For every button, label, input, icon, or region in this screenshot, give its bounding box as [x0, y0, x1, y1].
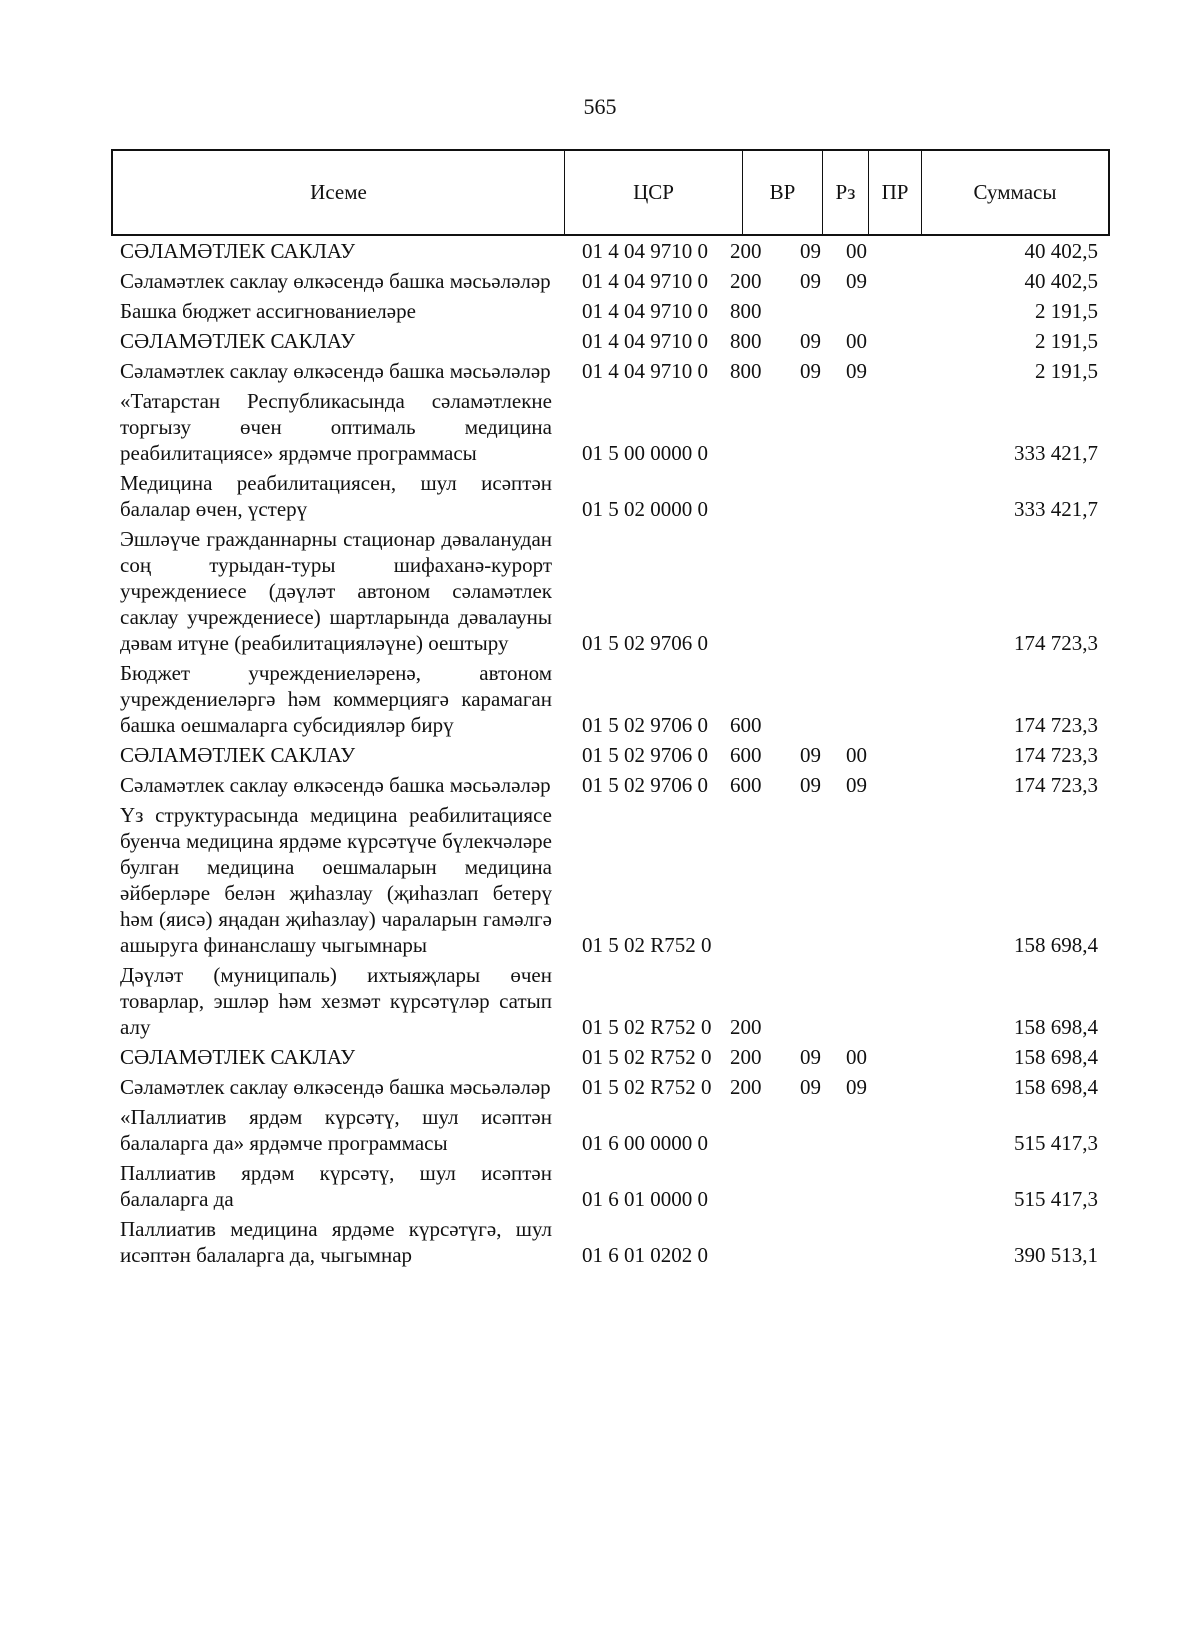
table-row [120, 266, 1100, 296]
row-vr: 800 [730, 329, 762, 353]
table-row [120, 1102, 1100, 1158]
row-csr: 01 4 04 9710 0 [582, 299, 708, 323]
row-sum: 333 421,7 [1014, 441, 1098, 465]
row-sum: 40 402,5 [1024, 239, 1098, 263]
row-rz: 09 [800, 773, 821, 797]
row-vr: 200 [730, 1045, 762, 1069]
row-pr: 09 [846, 269, 867, 293]
row-pr: 00 [846, 743, 867, 767]
table-row [120, 468, 1100, 524]
row-csr: 01 5 02 9706 0 [582, 743, 708, 767]
row-name: Бюджет учреждениеләренә, автоном учреждениеләргә һәм коммерциягә карамаган башка оешмаларга субсидияләр бирү [120, 661, 552, 737]
table-row [120, 770, 1100, 800]
row-name: СӘЛАМӘТЛЕК САКЛАУ [120, 329, 356, 353]
row-csr: 01 6 01 0202 0 [582, 1243, 708, 1267]
row-sum: 515 417,3 [1014, 1131, 1098, 1155]
row-csr: 01 5 02 R752 0 [582, 933, 712, 957]
row-sum: 158 698,4 [1014, 933, 1098, 957]
table-row [120, 1158, 1100, 1214]
row-csr: 01 6 01 0000 0 [582, 1187, 708, 1211]
table-row [120, 236, 1100, 266]
row-name: СӘЛАМӘТЛЕК САКЛАУ [120, 1045, 356, 1069]
row-name: Башка бюджет ассигнованиеләре [120, 299, 416, 323]
row-name: СӘЛАМӘТЛЕК САКЛАУ [120, 743, 356, 767]
row-csr: 01 5 02 R752 0 [582, 1015, 712, 1039]
row-sum: 158 698,4 [1014, 1045, 1098, 1069]
row-sum: 2 191,5 [1035, 359, 1098, 383]
header-rz: Рз [823, 151, 869, 234]
row-vr: 200 [730, 1015, 762, 1039]
row-csr: 01 5 02 0000 0 [582, 497, 708, 521]
row-pr: 09 [846, 773, 867, 797]
row-sum: 174 723,3 [1014, 743, 1098, 767]
header-sum: Суммасы [973, 180, 1057, 204]
row-sum: 174 723,3 [1014, 631, 1098, 655]
table-header [111, 149, 1110, 236]
row-csr: 01 4 04 9710 0 [582, 329, 708, 353]
header-csr: ЦСР [565, 151, 743, 234]
table-row [120, 800, 1100, 960]
row-sum: 333 421,7 [1014, 497, 1098, 521]
row-vr: 600 [730, 773, 762, 797]
row-name: Сәламәтлек саклау өлкәсендә башка мәсьәләләр [120, 1075, 551, 1099]
row-vr: 600 [730, 713, 762, 737]
row-pr: 09 [846, 1075, 867, 1099]
row-name: Сәламәтлек саклау өлкәсендә башка мәсьәләләр [120, 773, 551, 797]
table-row [120, 1214, 1100, 1270]
header-vr: ВР [743, 151, 823, 234]
row-csr: 01 4 04 9710 0 [582, 239, 708, 263]
row-name: Эшләүче гражданнарны стационар дәваланудан соң турыдан-туры шифаханә-курорт учреждениесе (дәүләт автоном сәламәтлек саклау учреждениесе) шартларында дәвалауны дәвам итүне (реабилитацияләүне) оештыру [120, 527, 552, 655]
row-name: Паллиатив ярдәм күрсәтү, шул исәптән балаларга да [120, 1161, 552, 1211]
row-name: Медицина реабилитациясен, шул исәптән балалар өчен, үстерү [120, 471, 552, 521]
row-sum: 158 698,4 [1014, 1075, 1098, 1099]
row-vr: 600 [730, 743, 762, 767]
row-sum: 174 723,3 [1014, 713, 1098, 737]
row-csr: 01 5 02 9706 0 [582, 713, 708, 737]
row-vr: 800 [730, 299, 762, 323]
row-csr: 01 5 02 R752 0 [582, 1075, 712, 1099]
row-vr: 200 [730, 1075, 762, 1099]
table-row [120, 1042, 1100, 1072]
table-row [120, 740, 1100, 770]
table-body [120, 236, 1100, 1270]
table-row [120, 326, 1100, 356]
row-rz: 09 [800, 269, 821, 293]
header-name: Исеме [113, 151, 565, 234]
row-name: Паллиатив медицина ярдәме күрсәтүгә, шул исәптән балаларга да, чыгымнар [120, 1217, 552, 1267]
row-name: Дәүләт (муниципаль) ихтыяҗлары өчен товарлар, эшләр һәм хезмәт күрсәтүләр сатып алу [120, 963, 552, 1039]
row-pr: 00 [846, 1045, 867, 1069]
row-pr: 00 [846, 239, 867, 263]
row-rz: 09 [800, 1045, 821, 1069]
row-name: Үз структурасында медицина реабилитациясе буенча медицина ярдәме күрсәтүче бүлекчәләре булган медицина оешмаларын медицина әйберләре белән җиһазлау (җиһазлап бетерү һәм (яисә) яңадан җиһазлау) чараларын гамәлгә ашыруга финанслашу чыгымнары [120, 803, 552, 957]
row-csr: 01 5 02 9706 0 [582, 631, 708, 655]
row-sum: 158 698,4 [1014, 1015, 1098, 1039]
row-pr: 00 [846, 329, 867, 353]
page-number: 565 [583, 94, 617, 119]
table-row [120, 1072, 1100, 1102]
row-rz: 09 [800, 359, 821, 383]
table-row [120, 960, 1100, 1042]
row-sum: 2 191,5 [1035, 329, 1098, 353]
row-sum: 390 513,1 [1014, 1243, 1098, 1267]
row-pr: 09 [846, 359, 867, 383]
row-csr: 01 4 04 9710 0 [582, 269, 708, 293]
row-rz: 09 [800, 1075, 821, 1099]
table-row [120, 386, 1100, 468]
row-csr: 01 6 00 0000 0 [582, 1131, 708, 1155]
row-csr: 01 5 02 9706 0 [582, 773, 708, 797]
row-vr: 200 [730, 239, 762, 263]
row-vr: 800 [730, 359, 762, 383]
row-sum: 40 402,5 [1024, 269, 1098, 293]
row-sum: 174 723,3 [1014, 773, 1098, 797]
row-name: СӘЛАМӘТЛЕК САКЛАУ [120, 239, 356, 263]
row-name: «Паллиатив ярдәм күрсәтү, шул исәптән балаларга да» ярдәмче программасы [120, 1105, 552, 1155]
row-name: Сәламәтлек саклау өлкәсендә башка мәсьәләләр [120, 269, 551, 293]
row-csr: 01 5 02 R752 0 [582, 1045, 712, 1069]
row-name: «Татарстан Республикасында сәламәтлекне торгызу өчен оптималь медицина реабилитациясе» ярдәмче программасы [120, 389, 552, 465]
row-sum: 515 417,3 [1014, 1187, 1098, 1211]
row-vr: 200 [730, 269, 762, 293]
table-row [120, 296, 1100, 326]
row-csr: 01 5 00 0000 0 [582, 441, 708, 465]
header-pr: ПР [869, 151, 922, 234]
row-rz: 09 [800, 329, 821, 353]
table-row [120, 356, 1100, 386]
row-name: Сәламәтлек саклау өлкәсендә башка мәсьәләләр [120, 359, 551, 383]
row-sum: 2 191,5 [1035, 299, 1098, 323]
row-rz: 09 [800, 743, 821, 767]
table-row [120, 524, 1100, 658]
row-rz: 09 [800, 239, 821, 263]
table-row [120, 658, 1100, 740]
row-csr: 01 4 04 9710 0 [582, 359, 708, 383]
